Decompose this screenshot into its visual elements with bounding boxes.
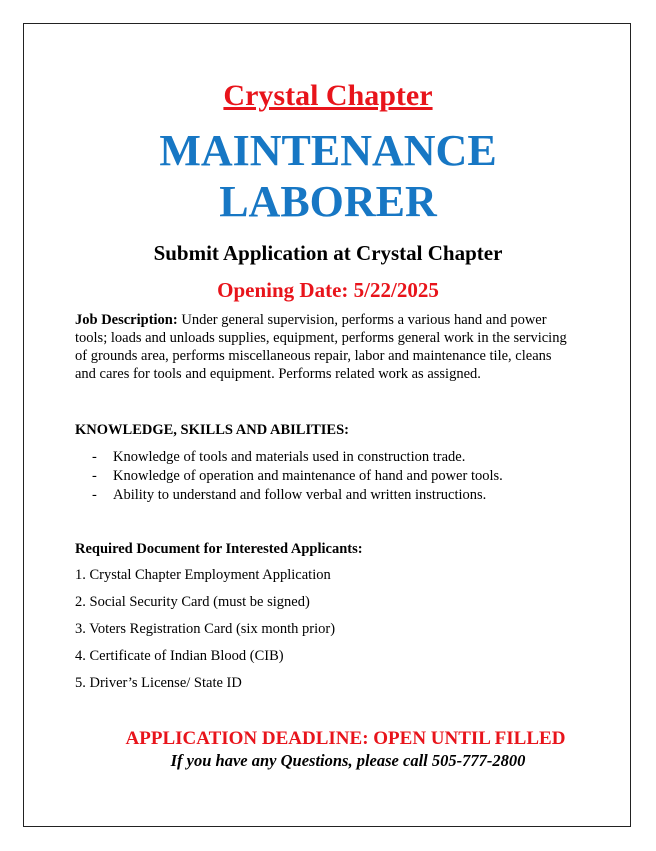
application-deadline: APPLICATION DEADLINE: OPEN UNTIL FILLED xyxy=(125,728,566,749)
job-description-label: Job Description: xyxy=(75,312,178,328)
list-item: 1. Crystal Chapter Employment Application xyxy=(75,567,331,583)
job-title-line-1: MAINTENANCE xyxy=(159,126,497,175)
list-item: 3. Voters Registration Card (six month prior) xyxy=(75,621,336,637)
ksa-item-text: Knowledge of operation and maintenance of hand and power tools. xyxy=(113,468,503,484)
ksa-list xyxy=(92,448,503,505)
bullet-dash: - xyxy=(92,449,97,465)
required-documents-heading: Required Document for Interested Applicants: xyxy=(75,541,363,557)
list-item xyxy=(92,467,503,486)
job-description xyxy=(75,311,575,383)
submit-instruction: Submit Application at Crystal Chapter xyxy=(153,241,503,265)
list-item xyxy=(92,448,503,467)
ksa-heading: KNOWLEDGE, SKILLS AND ABILITIES: xyxy=(75,422,349,438)
list-item: 4. Certificate of Indian Blood (CIB) xyxy=(75,648,284,664)
opening-date: Opening Date: 5/22/2025 xyxy=(217,278,439,302)
job-title xyxy=(0,125,656,227)
contact-questions: If you have any Questions, please call 505-777-2800 xyxy=(170,751,526,770)
list-item: 2. Social Security Card (must be signed) xyxy=(75,594,310,610)
job-description-text: Under general supervision, performs a various hand and power tools; loads and unloads supplies, equipment, performs general work in the servicing of grounds area, performs miscellaneous repair, labor and maintenance tile, cleans and cares for tools and equipment. Performs related work as assigned. xyxy=(75,312,567,382)
ksa-item-text: Knowledge of tools and materials used in construction trade. xyxy=(113,449,466,465)
list-item xyxy=(92,486,503,505)
ksa-item-text: Ability to understand and follow verbal and written instructions. xyxy=(113,487,487,503)
job-title-line-2: LABORER xyxy=(219,177,437,226)
list-item: 5. Driver’s License/ State ID xyxy=(75,675,242,691)
bullet-dash: - xyxy=(92,468,97,484)
required-documents-list xyxy=(75,566,335,701)
bullet-dash: - xyxy=(92,487,97,503)
chapter-name: Crystal Chapter xyxy=(223,79,433,112)
